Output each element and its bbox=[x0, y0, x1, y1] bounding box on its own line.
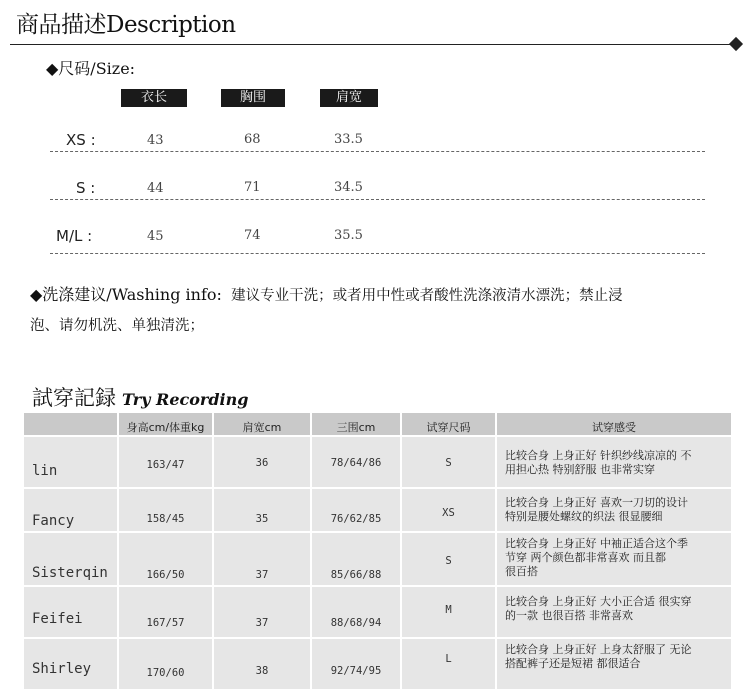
measurements: 78/64/86 bbox=[330, 457, 382, 469]
tried-size: S bbox=[445, 555, 452, 567]
table-header-cell bbox=[312, 413, 400, 435]
size-row-divider bbox=[50, 151, 705, 152]
measurements: 85/66/88 bbox=[330, 569, 382, 581]
page-title: 商品描述Description bbox=[16, 12, 236, 38]
shoulder-value: 38 bbox=[255, 665, 269, 677]
tried-size: S bbox=[445, 457, 452, 469]
washing-text-line2: 泡、请勿机洗、单独清洗； bbox=[30, 318, 204, 334]
try-recording-title bbox=[32, 382, 248, 412]
washing-info bbox=[30, 280, 720, 341]
table-header-cell bbox=[119, 413, 212, 435]
size-section-label: ◆尺码/Size: bbox=[46, 59, 136, 78]
table-cell bbox=[119, 587, 212, 637]
height-weight: 166/50 bbox=[146, 569, 185, 581]
size-row bbox=[0, 223, 753, 271]
table-header-cell bbox=[214, 413, 310, 435]
table-cell bbox=[119, 489, 212, 531]
size-row-divider bbox=[50, 199, 705, 200]
table-cell bbox=[402, 533, 495, 585]
shoulder-value: 36 bbox=[255, 457, 269, 469]
feedback-line: 搭配裤子还是短裙 都很适合 bbox=[505, 657, 641, 670]
size-value: 35.5 bbox=[334, 228, 363, 243]
size-value: 43 bbox=[147, 133, 164, 148]
size-value: 33.5 bbox=[334, 132, 363, 147]
table-cell bbox=[497, 639, 731, 689]
table-cell bbox=[312, 639, 400, 689]
tried-size: XS bbox=[442, 507, 455, 519]
tester-name: Shirley bbox=[32, 661, 92, 677]
table-cell bbox=[402, 437, 495, 487]
size-row-name: M/L : bbox=[56, 227, 93, 245]
size-value: 45 bbox=[147, 229, 164, 244]
table-cell bbox=[312, 437, 400, 487]
feedback-text bbox=[505, 537, 727, 579]
table-cell bbox=[497, 533, 731, 585]
feedback-line: 的一款 也很百搭 非常喜欢 bbox=[505, 609, 633, 622]
table-cell bbox=[24, 587, 117, 637]
tester-name: Feifei bbox=[32, 611, 83, 627]
table-cell bbox=[24, 489, 117, 531]
feedback-text bbox=[505, 496, 727, 524]
shoulder-value: 35 bbox=[255, 513, 269, 525]
table-cell bbox=[497, 587, 731, 637]
feedback-line: 比较合身 上身正好 中袖正适合这个季 bbox=[505, 537, 688, 550]
size-column-header-length: 衣长 bbox=[121, 89, 187, 107]
table-cell bbox=[497, 437, 731, 487]
measurements: 88/68/94 bbox=[330, 617, 382, 629]
size-value: 71 bbox=[244, 180, 261, 195]
table-cell bbox=[402, 587, 495, 637]
table-cell bbox=[214, 489, 310, 531]
table-cell bbox=[402, 639, 495, 689]
tester-name: Fancy bbox=[32, 513, 75, 529]
table-header-cell bbox=[24, 413, 117, 435]
washing-text-line1: 建议专业干洗；或者用中性或者酸性洗涤液清水漂洗；禁止浸 bbox=[231, 288, 623, 304]
table-cell bbox=[24, 437, 117, 487]
feedback-line: 比较合身 上身正好 大小正合适 很实穿 bbox=[505, 595, 692, 608]
tried-size: L bbox=[445, 653, 452, 665]
table-cell bbox=[402, 489, 495, 531]
table-cell bbox=[312, 489, 400, 531]
height-weight: 158/45 bbox=[146, 513, 185, 525]
feedback-line: 比较合身 上身正好 上身太舒服了 无论 bbox=[505, 643, 692, 656]
table-cell bbox=[24, 639, 117, 689]
title-divider bbox=[10, 44, 736, 45]
size-row-name: XS : bbox=[66, 131, 96, 149]
table-cell bbox=[119, 639, 212, 689]
feedback-text bbox=[505, 595, 727, 623]
feedback-line: 用担心热 特别舒服 也非常实穿 bbox=[505, 463, 655, 476]
table-cell bbox=[497, 489, 731, 531]
measurements: 76/62/85 bbox=[330, 513, 382, 525]
size-column-header-chest: 胸围 bbox=[221, 89, 285, 107]
size-column-header-shoulder: 肩宽 bbox=[320, 89, 378, 107]
divider-diamond-icon bbox=[729, 37, 743, 51]
table-cell bbox=[214, 639, 310, 689]
try-table bbox=[24, 413, 731, 689]
feedback-line: 很百搭 bbox=[505, 565, 538, 578]
feedback-line: 比较合身 上身正好 针织纱线凉凉的 不 bbox=[505, 449, 692, 462]
table-cell bbox=[214, 437, 310, 487]
shoulder-value: 37 bbox=[255, 617, 269, 629]
size-row bbox=[0, 175, 753, 223]
size-value: 34.5 bbox=[334, 180, 363, 195]
feedback-line: 比较合身 上身正好 喜欢一刀切的设计 bbox=[505, 496, 688, 509]
table-header-cell bbox=[497, 413, 731, 435]
feedback-line: 特别是腰处螺纹的织法 很显腰细 bbox=[505, 510, 663, 523]
header-text: 肩宽cm bbox=[242, 421, 282, 434]
tried-size: M bbox=[445, 604, 452, 616]
table-cell bbox=[214, 533, 310, 585]
measurements: 92/74/95 bbox=[330, 665, 382, 677]
table-header-cell bbox=[402, 413, 495, 435]
try-title-cn: 試穿記録 bbox=[32, 386, 116, 410]
table-cell bbox=[119, 437, 212, 487]
header-text: 三围cm bbox=[336, 421, 376, 434]
size-value: 68 bbox=[244, 132, 261, 147]
try-title-en: Try Recording bbox=[122, 390, 249, 409]
washing-lead: ◆洗涤建议/Washing info: bbox=[30, 285, 222, 304]
height-weight: 167/57 bbox=[146, 617, 185, 629]
tester-name: lin bbox=[32, 463, 58, 479]
header-text: 试穿尺码 bbox=[426, 421, 471, 434]
height-weight: 170/60 bbox=[146, 667, 185, 679]
header-text: 身高cm/体重kg bbox=[126, 421, 205, 434]
size-value: 44 bbox=[147, 181, 164, 196]
table-cell bbox=[119, 533, 212, 585]
feedback-line: 节穿 两个颜色都非常喜欢 而且都 bbox=[505, 551, 666, 564]
table-cell bbox=[24, 533, 117, 585]
feedback-text bbox=[505, 449, 727, 477]
size-value: 74 bbox=[244, 228, 261, 243]
size-row bbox=[0, 127, 753, 175]
height-weight: 163/47 bbox=[146, 459, 185, 471]
table-cell bbox=[312, 533, 400, 585]
header-text: 试穿感受 bbox=[592, 421, 636, 434]
tester-name: Sisterqin bbox=[32, 565, 108, 581]
size-row-name: S : bbox=[76, 179, 96, 197]
shoulder-value: 37 bbox=[255, 569, 269, 581]
table-cell bbox=[214, 587, 310, 637]
size-row-divider bbox=[50, 253, 705, 254]
table-cell bbox=[312, 587, 400, 637]
feedback-text bbox=[505, 643, 727, 671]
